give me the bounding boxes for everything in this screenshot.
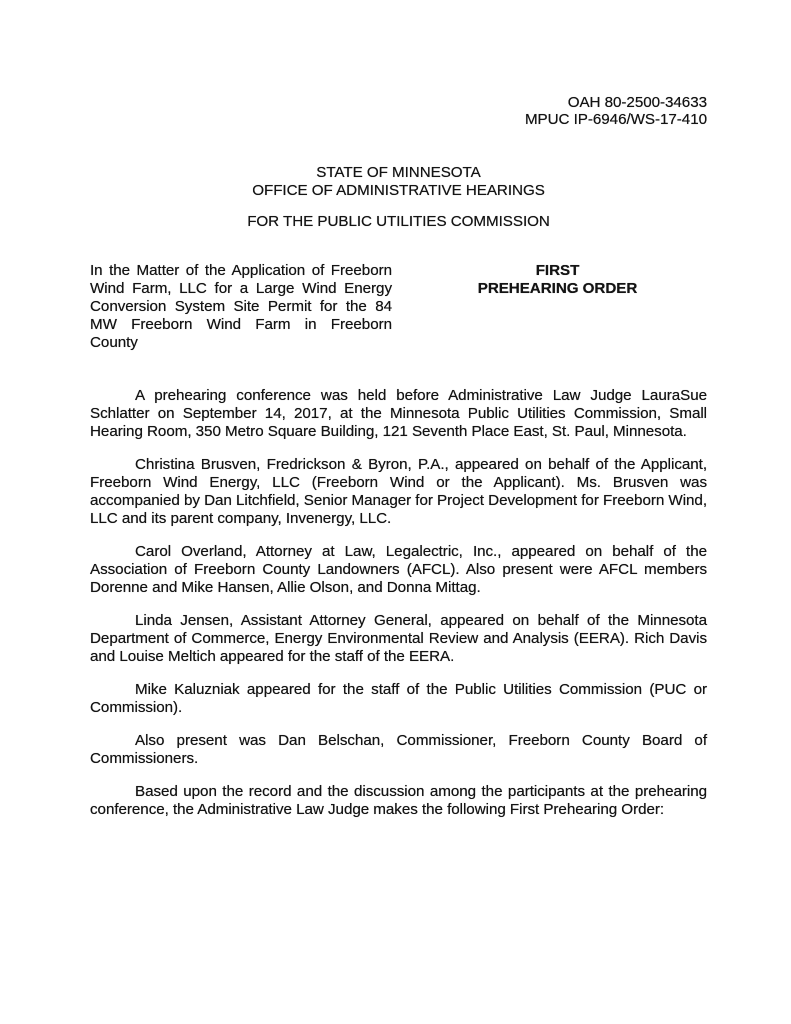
heading-office-line: OFFICE OF ADMINISTRATIVE HEARINGS (252, 182, 545, 199)
order-body (90, 387, 707, 819)
court-heading (90, 164, 707, 200)
paragraph-applicant-appearance: Christina Brusven, Fredrickson & Byron, P.A., appeared on behalf of the Applicant, Freeborn Wind Energy, LLC (Freeborn Wind or the Applicant). Ms. Brusven was accompanied by Dan Litchfield, Senior Manager for Project Development for Freeborn Wind, LLC and its parent company, Invenergy, LLC. (90, 456, 707, 527)
order-title (392, 262, 707, 298)
paragraph-eera-appearance: Linda Jensen, Assistant Attorney General, appeared on behalf of the Minnesota Department of Commerce, Energy Environmental Review and Analysis (EERA). Rich Davis and Louise Meltich appeared for the staff of the EERA. (90, 612, 707, 665)
paragraph-prehearing-conference: A prehearing conference was held before Administrative Law Judge LauraSue Schlatter on September 14, 2017, at the Minnesota Public Utilities Commission, Small Hearing Room, 350 Metro Square Building, 121 Seventh Place East, St. Paul, Minnesota. (90, 387, 707, 440)
heading-state-line: STATE OF MINNESOTA (316, 164, 481, 181)
paragraph-puc-staff-appearance: Mike Kaluzniak appeared for the staff of the Public Utilities Commission (PUC or Commission). (90, 681, 707, 716)
order-title-line1: FIRST (535, 262, 580, 279)
paragraph-county-commissioner: Also present was Dan Belschan, Commissioner, Freeborn County Board of Commissioners. (90, 732, 707, 767)
case-caption (90, 262, 707, 352)
order-title-line2: PREHEARING ORDER (477, 280, 638, 297)
case-matter-text: In the Matter of the Application of Freeborn Wind Farm, LLC for a Large Wind Energy Conversion System Site Permit for the 84 MW Freeborn Wind Farm in Freeborn County (90, 262, 392, 351)
docket-numbers (90, 94, 707, 128)
oah-docket-number: OAH 80-2500-34633 (567, 94, 707, 111)
mpuc-docket-number: MPUC IP-6946/WS-17-410 (524, 111, 707, 128)
paragraph-order-basis: Based upon the record and the discussion among the participants at the prehearing conference, the Administrative Law Judge makes the following First Prehearing Order: (90, 783, 707, 818)
paragraph-afcl-appearance: Carol Overland, Attorney at Law, Legalectric, Inc., appeared on behalf of the Association of Freeborn County Landowners (AFCL). Also present were AFCL members Dorenne and Mike Hansen, Allie Olson, and Donna Mittag. (90, 543, 707, 596)
heading-tribunal-line: FOR THE PUBLIC UTILITIES COMMISSION (247, 213, 550, 230)
